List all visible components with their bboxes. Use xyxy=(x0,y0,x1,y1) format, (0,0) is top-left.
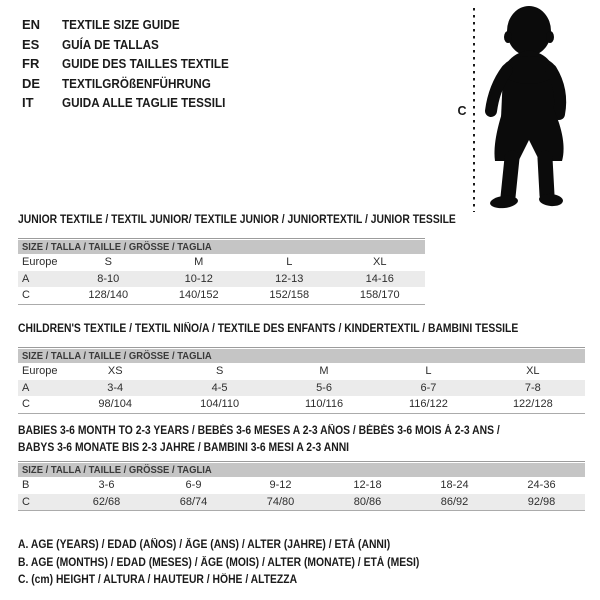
size-value-cell: 110/116 xyxy=(304,398,344,411)
row-label: Europe xyxy=(22,256,58,269)
language-row-de xyxy=(22,74,247,94)
size-value-cell: 122/128 xyxy=(512,398,553,411)
language-label: GUIDE DES TAILLES TEXTILE xyxy=(62,56,229,72)
size-value-cell: 12-18 xyxy=(353,479,382,492)
size-value-cell: 5-6 xyxy=(316,381,332,394)
row-label: A xyxy=(22,381,30,394)
footnote-c-text: C. (cm) HEIGHT / ALTURA / HAUTEUR / HÖHE / ALTEZZA xyxy=(18,574,298,586)
size-value-cell: 4-5 xyxy=(211,381,228,394)
size-table-rows xyxy=(18,477,585,511)
section-title xyxy=(18,323,585,336)
language-code: DE xyxy=(22,75,41,91)
language-row-en xyxy=(22,15,247,35)
size-value-cell: 7-8 xyxy=(524,381,541,394)
row-label: Europe xyxy=(22,365,58,378)
language-row-it xyxy=(22,93,247,113)
section-title-text: JUNIOR TEXTILE / TEXTIL JUNIOR/ TEXTILE JUNIOR / JUNIORTEXTIL / JUNIOR TESSILE xyxy=(18,214,456,226)
size-value-cell: 8-10 xyxy=(97,272,120,285)
language-label: TEXTILGRÖßENFÜHRUNG xyxy=(62,75,211,91)
size-value-cell: 24-36 xyxy=(527,479,556,492)
language-code: EN xyxy=(22,17,41,33)
section-title xyxy=(18,214,456,227)
size-value-cell: 116/122 xyxy=(408,398,448,411)
size-value-cell: 128/140 xyxy=(88,289,129,302)
section-junior-textile xyxy=(18,214,456,305)
size-value-cell: 80/86 xyxy=(353,495,382,508)
row-label: A xyxy=(22,272,30,285)
baby-figure xyxy=(452,0,592,218)
footnote-b-text: B. AGE (MONTHS) / EDAD (MESES) / ÂGE (MOIS) / ALTER (MONATE) / ETÀ (MESI) xyxy=(18,556,420,569)
row-label: C xyxy=(22,398,30,411)
size-table-header xyxy=(18,463,585,477)
size-table-header xyxy=(18,349,585,363)
size-value-cell: 18-24 xyxy=(440,479,469,492)
footnote-a xyxy=(18,537,464,555)
size-table-rows xyxy=(18,363,585,414)
section-title-text: BABIES 3-6 MONTH TO 2-3 YEARS / BEBÉS 3-6 MESES A 2-3 AÑOS / BÉBÉS 3-6 MOIS À 2-3 ANS / BABYS 3-6 MONATE BIS 2-3 JAHRE / BAMBINI 3-6 MESI A 2-3 ANNI xyxy=(18,425,500,454)
size-value-cell: 6-7 xyxy=(420,381,437,394)
size-value-cell: 68/74 xyxy=(179,495,208,508)
language-code: FR xyxy=(22,56,40,72)
size-value-cell: 140/152 xyxy=(178,289,219,302)
footnotes xyxy=(18,537,464,590)
section-title-text: CHILDREN'S TEXTILE / TEXTIL NIÑO/A / TEXTILE DES ENFANTS / KINDERTEXTIL / BAMBINI TESSILE xyxy=(18,323,519,335)
size-value-cell: 104/110 xyxy=(200,398,240,411)
language-label: TEXTILE SIZE GUIDE xyxy=(62,17,180,33)
footnote-b xyxy=(18,555,464,573)
section-children-textile xyxy=(18,323,585,414)
row-label: C xyxy=(22,289,30,302)
language-code: IT xyxy=(22,95,34,111)
language-code: ES xyxy=(22,36,40,52)
size-table-header-text: SIZE / TALLA / TAILLE / GRÖSSE / TAGLIA xyxy=(22,464,212,476)
size-table-children xyxy=(18,347,585,414)
footnote-c xyxy=(18,572,464,590)
size-value-cell: 86/92 xyxy=(440,495,469,508)
language-row-es xyxy=(22,35,247,55)
table-row xyxy=(18,494,585,511)
height-measure-label: C xyxy=(457,104,467,118)
size-value-cell: S xyxy=(104,256,112,269)
footnote-a-text: A. AGE (YEARS) / EDAD (AÑOS) / ÂGE (ANS) / ALTER (JAHRE) / ETÀ (ANNI) xyxy=(18,539,391,551)
size-value-cell: 98/104 xyxy=(98,398,133,411)
row-label: B xyxy=(22,479,30,492)
row-label: C xyxy=(22,495,30,508)
size-value-cell: M xyxy=(194,256,204,269)
size-value-cell: 9-12 xyxy=(269,479,292,492)
size-value-cell: 92/98 xyxy=(527,495,556,508)
language-list xyxy=(22,15,247,113)
size-value-cell: 12-13 xyxy=(275,272,304,285)
size-value-cell: 74/80 xyxy=(266,495,295,508)
section-babies-textile xyxy=(18,423,585,511)
language-label: GUÍA DE TALLAS xyxy=(62,36,159,52)
size-table-header-text: SIZE / TALLA / TAILLE / GRÖSSE / TAGLIA xyxy=(22,241,212,253)
size-value-cell: XS xyxy=(107,365,123,378)
size-value-cell: XL xyxy=(526,365,540,378)
language-row-fr xyxy=(22,54,247,74)
table-row xyxy=(18,477,585,494)
size-table-header-text: SIZE / TALLA / TAILLE / GRÖSSE / TAGLIA xyxy=(22,350,212,362)
table-row xyxy=(18,271,425,288)
table-row xyxy=(18,380,585,397)
size-value-cell: S xyxy=(215,365,224,378)
section-title xyxy=(18,423,585,456)
table-row xyxy=(18,363,585,380)
size-table-junior xyxy=(18,238,425,305)
size-value-cell: 14-16 xyxy=(365,272,394,285)
table-row xyxy=(18,396,585,413)
table-row xyxy=(18,287,425,304)
language-label: GUIDA ALLE TAGLIE TESSILI xyxy=(62,95,226,111)
size-value-cell: 10-12 xyxy=(184,272,213,285)
size-value-cell: 6-9 xyxy=(185,479,202,492)
size-value-cell: L xyxy=(425,365,432,378)
table-row xyxy=(18,254,425,271)
size-value-cell: 158/170 xyxy=(359,289,400,302)
size-table-babies xyxy=(18,461,585,511)
size-value-cell: XL xyxy=(373,256,387,269)
size-value-cell: 3-4 xyxy=(107,381,124,394)
size-table-rows xyxy=(18,254,425,305)
size-value-cell: 3-6 xyxy=(98,479,115,492)
size-value-cell: M xyxy=(319,365,329,378)
size-value-cell: L xyxy=(286,256,293,269)
size-value-cell: 62/68 xyxy=(92,495,121,508)
size-value-cell: 152/158 xyxy=(269,289,310,302)
size-table-header xyxy=(18,240,425,254)
baby-silhouette-icon xyxy=(452,0,592,218)
